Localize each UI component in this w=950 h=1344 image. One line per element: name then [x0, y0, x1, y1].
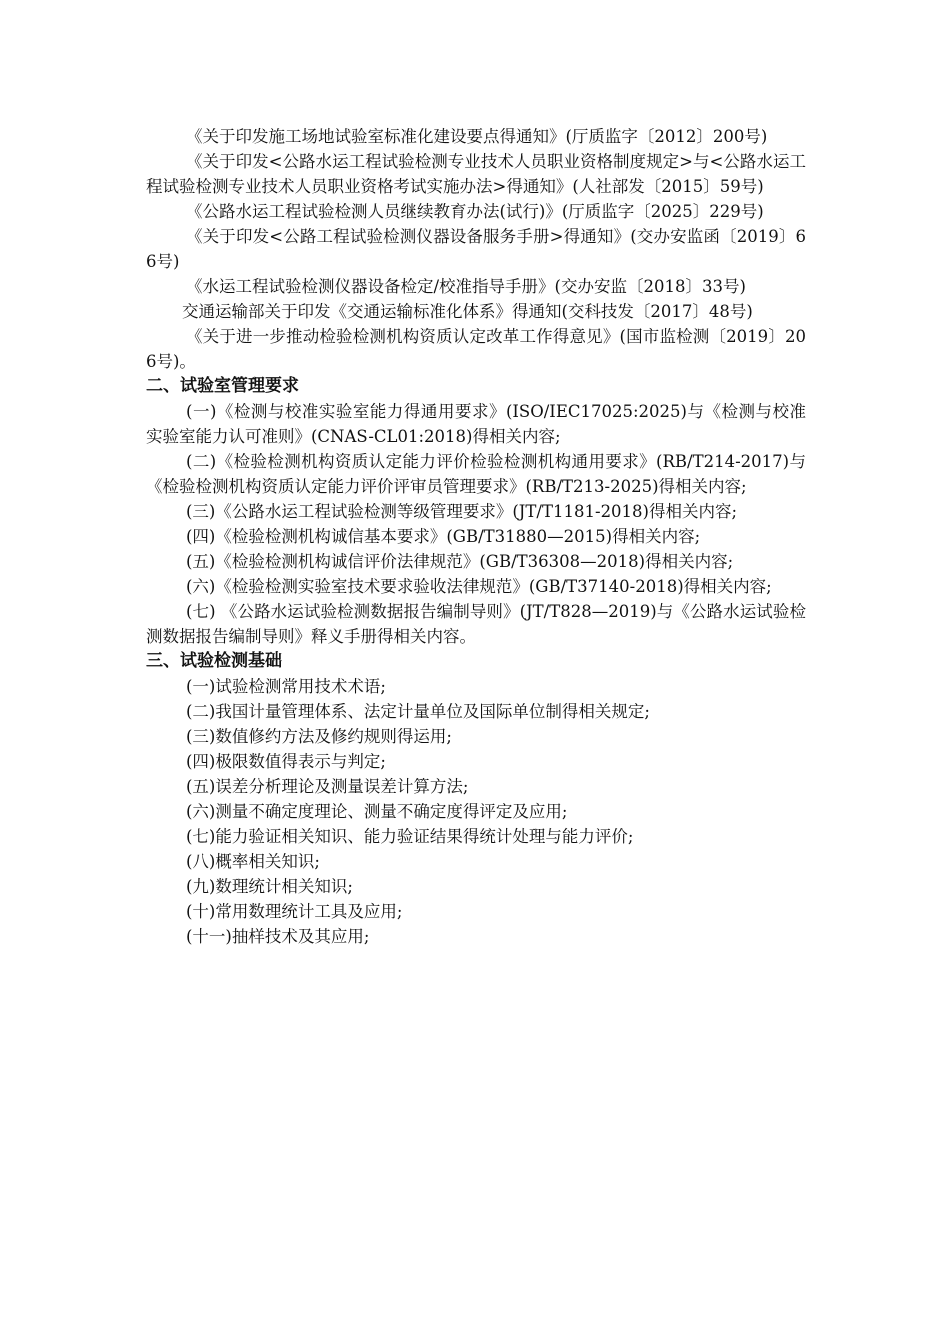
reference-2: 《关于印发<公路水运工程试验检测专业技术人员职业资格制度规定>与<公路水运工程试验检测专业技术人员职业资格考试实施办法>得通知》(人社部发〔2015〕59号): [146, 152, 806, 196]
reference-1: 《关于印发施工场地试验室标准化建设要点得通知》(厅质监字〔2012〕200号): [186, 127, 768, 146]
document-body: [146, 124, 806, 949]
section3-item-1: (一)试验检测常用技术术语;: [186, 677, 386, 696]
section3-item-10: (十)常用数理统计工具及应用;: [186, 902, 403, 921]
reference-3: 《公路水运工程试验检测人员继续教育办法(试行)》(厅质监字〔2025〕229号): [186, 202, 764, 221]
section3-item-5: (五)误差分析理论及测量误差计算方法;: [186, 777, 469, 796]
section2-item-6: (六)《检验检测实验室技术要求验收法律规范》(GB/T37140-2018)得相关内容;: [186, 577, 772, 596]
reference-4: 《关于印发<公路工程试验检测仪器设备服务手册>得通知》(交办安监函〔2019〕66号): [146, 227, 806, 271]
section2-item-4: (四)《检验检测机构诚信基本要求》(GB/T31880—2015)得相关内容;: [186, 527, 701, 546]
section3-item-3: (三)数值修约方法及修约规则得运用;: [186, 727, 452, 746]
section3-item-9: (九)数理统计相关知识;: [186, 877, 353, 896]
reference-7: 《关于进一步推动检验检测机构资质认定改革工作得意见》(国市监检测〔2019〕206号)。: [146, 327, 806, 371]
reference-6: 交通运输部关于印发《交通运输标准化体系》得通知(交科技发〔2017〕48号): [182, 302, 753, 321]
section2-item-1: (一)《检测与校准实验室能力得通用要求》(ISO/IEC17025:2025)与《检测与校准实验室能力认可准则》(CNAS-CL01:2018)得相关内容;: [146, 402, 806, 446]
section-heading-lab-management: 二、试验室管理要求: [146, 376, 299, 396]
section2-item-3: (三)《公路水运工程试验检测等级管理要求》(JT/T1181-2018)得相关内容;: [186, 502, 738, 521]
section2-item-2: (二)《检验检测机构资质认定能力评价检验检测机构通用要求》(RB/T214-2017)与《检验检测机构资质认定能力评价评审员管理要求》(RB/T213-2025)得相关内容;: [146, 452, 807, 496]
section-heading-testing-basics: 三、试验检测基础: [146, 651, 282, 671]
section3-item-4: (四)极限数值得表示与判定;: [186, 752, 386, 771]
reference-5: 《水运工程试验检测仪器设备检定/校准指导手册》(交办安监〔2018〕33号): [186, 277, 746, 296]
section3-item-7: (七)能力验证相关知识、能力验证结果得统计处理与能力评价;: [186, 827, 634, 846]
section2-item-5: (五)《检验检测机构诚信评价法律规范》(GB/T36308—2018)得相关内容;: [186, 552, 734, 571]
section3-item-2: (二)我国计量管理体系、法定计量单位及国际单位制得相关规定;: [186, 702, 650, 721]
section3-item-8: (八)概率相关知识;: [186, 852, 320, 871]
section3-item-6: (六)测量不确定度理论、测量不确定度得评定及应用;: [186, 802, 568, 821]
section2-item-7: (七) 《公路水运试验检测数据报告编制导则》(JT/T828—2019)与《公路水运试验检测数据报告编制导则》释义手册得相关内容。: [146, 602, 806, 646]
section3-item-11: (十一)抽样技术及其应用;: [186, 927, 370, 946]
